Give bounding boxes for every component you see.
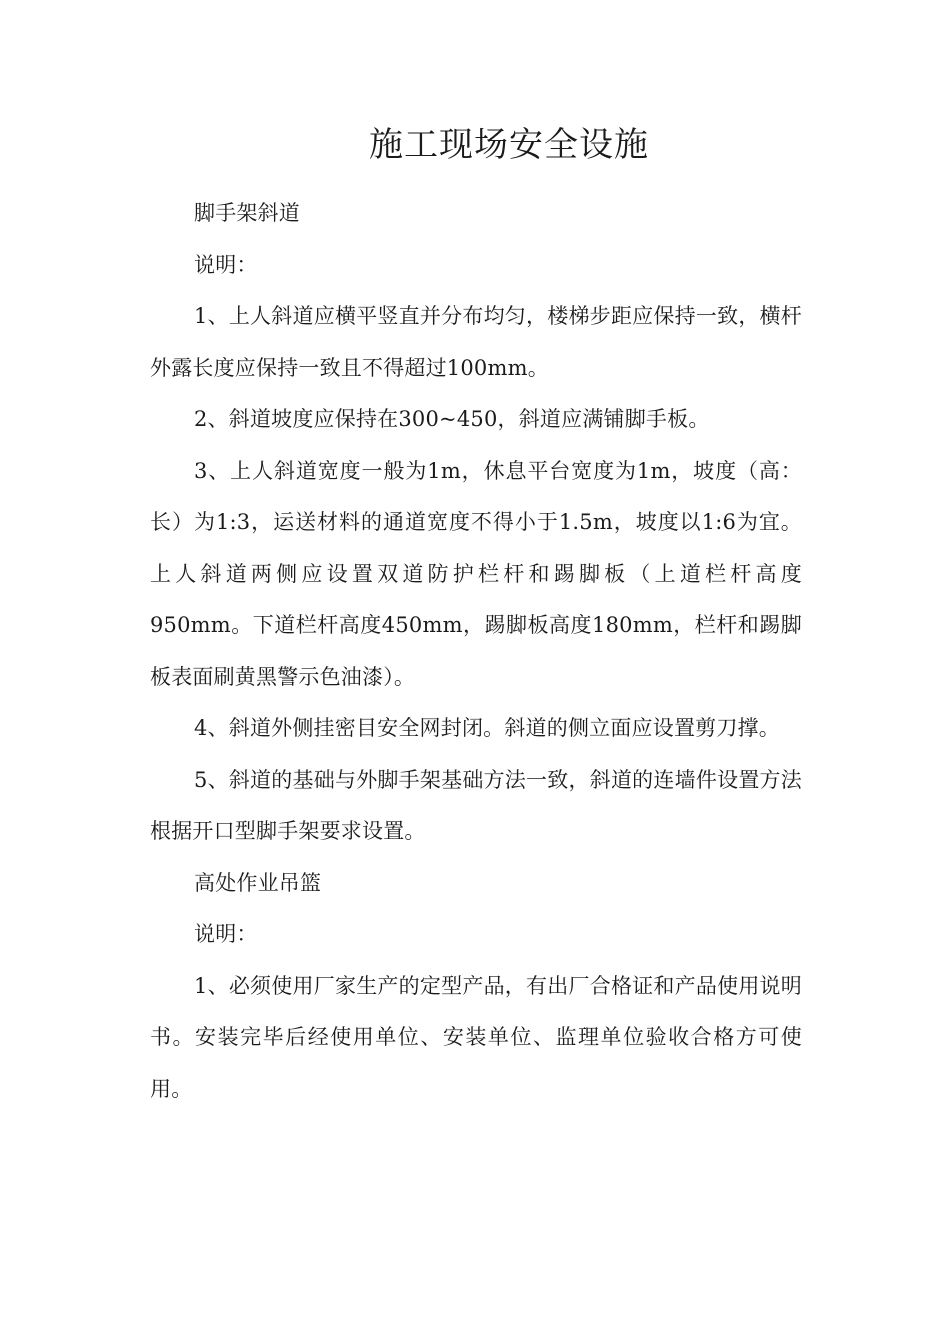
explanation-label: 说明：: [194, 922, 258, 946]
paragraph-item-2: 2、斜道坡度应保持在300~450，斜道应满铺脚手板。: [194, 407, 710, 431]
paragraph-item-5: 5、斜道的基础与外脚手架基础方法一致，斜道的连墙件设置方法根据开口型脚手架要求设置。: [150, 767, 802, 843]
explanation-label: 说明：: [194, 252, 258, 277]
paragraph-item-1: 1、上人斜道应横平竖直并分布均匀，楼梯步距应保持一致，横杆外露长度应保持一致且不得超过100mm。: [150, 304, 802, 380]
section-heading-gondola: 高处作业吊篮: [194, 870, 322, 895]
document-title: 施工现场安全设施: [369, 125, 649, 165]
section-heading-scaffold-ramp: 脚手架斜道: [194, 201, 300, 225]
paragraph-item-1: 1、必须使用厂家生产的定型产品，有出厂合格证和产品使用说明书。安装完毕后经使用单位、安装单位、监理单位验收合格方可使用。: [150, 973, 802, 1101]
paragraph-item-3: 3、上人斜道宽度一般为1m，休息平台宽度为1m，坡度（高：长）为1:3，运送材料的通道宽度不得小于1.5m，坡度以1:6为宜。上人斜道两侧应设置双道防护栏杆和踢脚板（上道栏杆高度950mm。下道栏杆高度450mm，踢脚板高度180mm，栏杆和踢脚板表面刷黄黑警示色油漆）。: [150, 458, 802, 689]
paragraph-item-4: 4、斜道外侧挂密目安全网封闭。斜道的侧立面应设置剪刀撑。: [194, 716, 780, 740]
document-body: [150, 188, 802, 1115]
